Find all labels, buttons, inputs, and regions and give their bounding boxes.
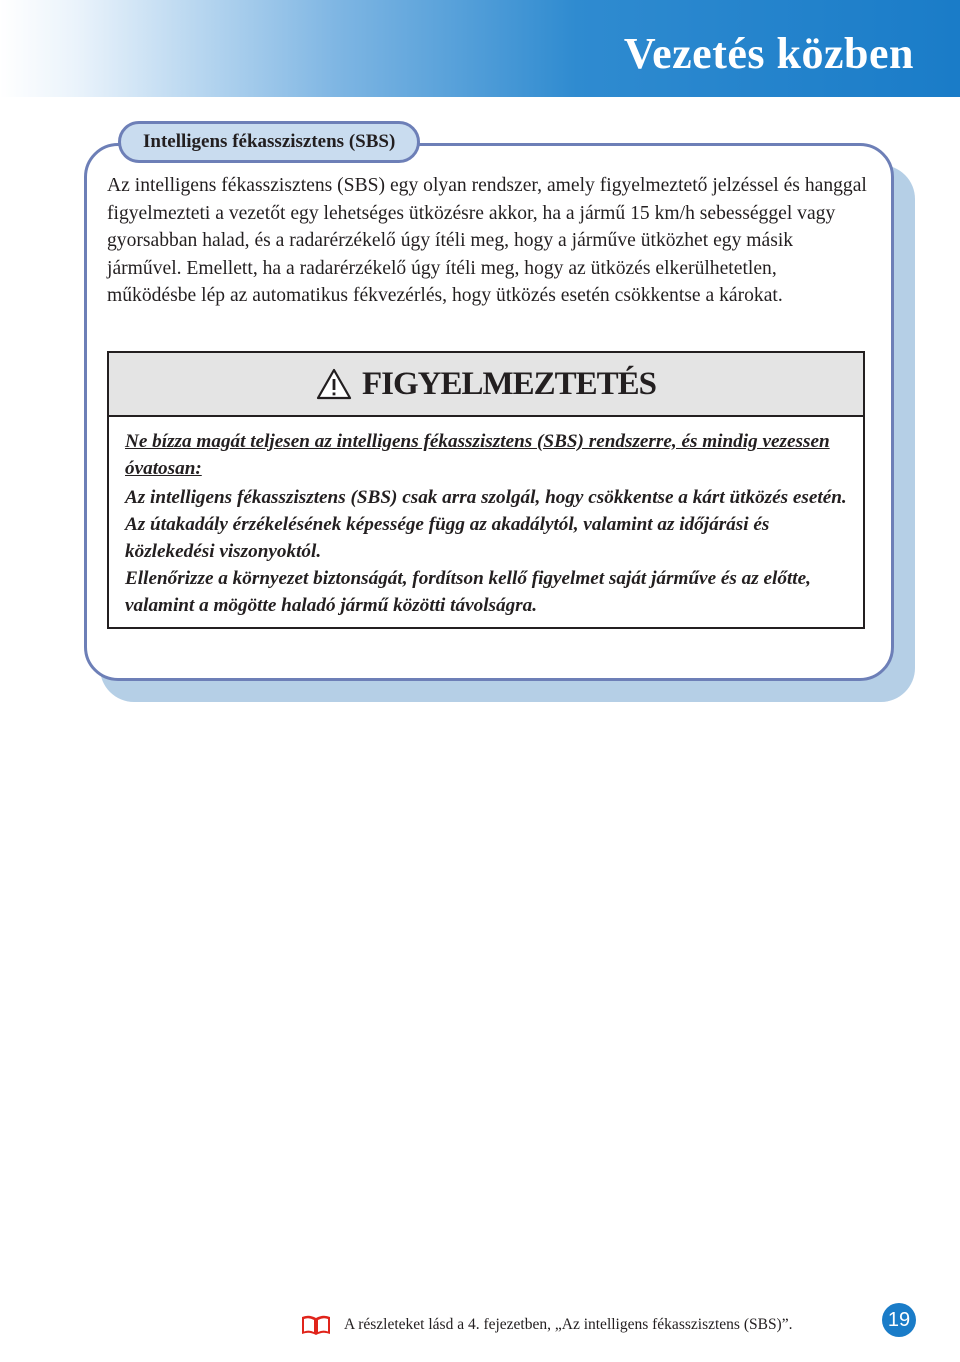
section-title-tab: Intelligens fékasszisztens (SBS) bbox=[118, 121, 420, 163]
warning-box bbox=[107, 351, 865, 629]
warning-paragraph-2: Ellenőrizze a környezet biztonságát, fordítson kellő figyelmet saját járműve és az előtte, valamint a mögötte haladó jármű közötti távolságra. bbox=[125, 568, 811, 616]
warning-body bbox=[109, 417, 863, 619]
page-number: 19 bbox=[882, 1303, 916, 1337]
intro-paragraph: Az intelligens fékasszisztens (SBS) egy olyan rendszer, amely figyelmeztető jelzéssel és hanggal figyelmezteti a vezetőt egy lehetséges ütközésre akkor, ha a jármű 15 km/h sebességgel vagy gyorsabban halad, és a radarérzékelő úgy ítéli meg, hogy a járműve ütközhet egy másik járművel. Emellett, ha a radarérzékelő úgy ítéli meg, hogy az ütközés elkerülhetetlen, működésbe lép az automatikus fékvezérlés, hogy ütközés esetén csökkentse a károkat. bbox=[107, 175, 867, 306]
book-icon bbox=[300, 1314, 332, 1336]
footer-reference bbox=[300, 1312, 792, 1338]
warning-title: FIGYELMEZTETÉS bbox=[361, 365, 657, 402]
footer-reference-text: A részleteket lásd a 4. fejezetben, „Az intelligens fékasszisztens (SBS)”. bbox=[344, 1316, 793, 1333]
page-header-title: Vezetés közben bbox=[623, 29, 914, 78]
warning-paragraph-1: Az intelligens fékasszisztens (SBS) csak arra szolgál, hogy csökkentse a kárt ütközés esetén. Az útakadály érzékelésének képessége függ az akadálytól, valamint az időjárási és közlekedési viszonyoktól. bbox=[125, 487, 847, 562]
warning-lead: Ne bízza magát teljesen az intelligens fékasszisztens (SBS) rendszerre, és mindig vezessen óvatosan: bbox=[125, 431, 830, 479]
warning-header bbox=[109, 353, 863, 417]
warning-triangle-icon bbox=[316, 368, 352, 400]
